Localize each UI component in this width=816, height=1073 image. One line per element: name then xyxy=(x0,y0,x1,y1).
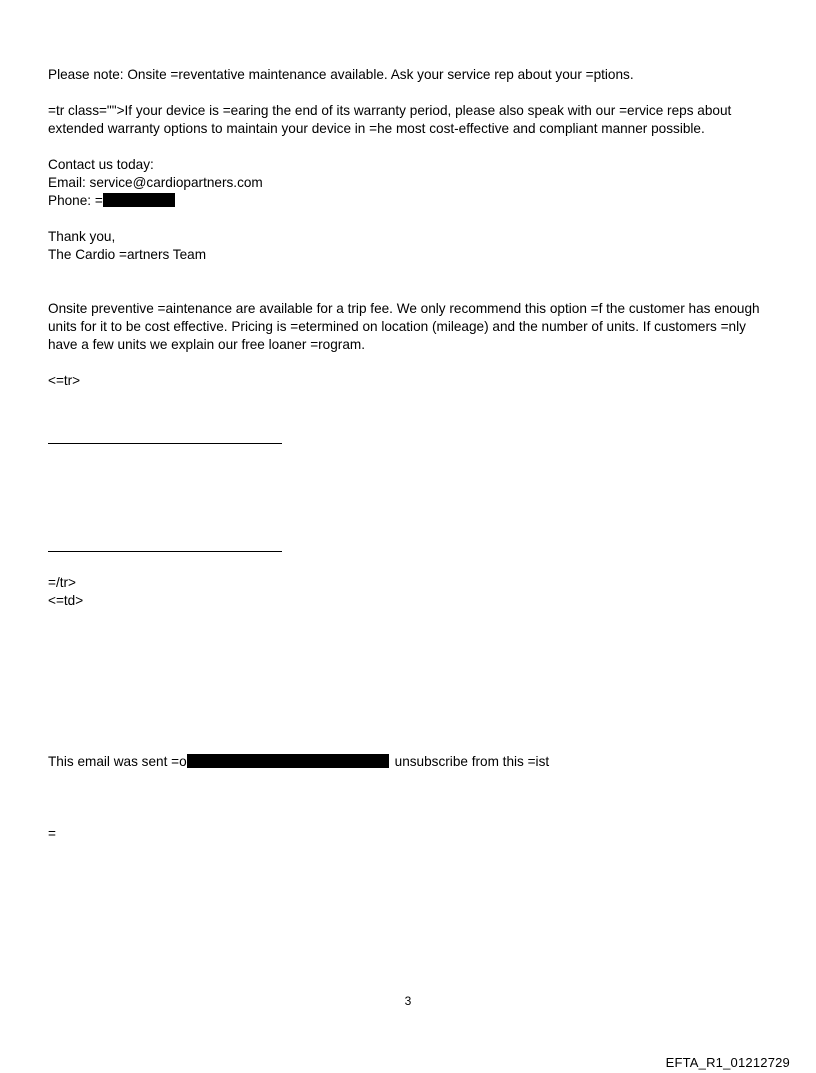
warranty-text-line-2: extended warranty options to maintain your device in =he most cost-effective and compliant manner possible. xyxy=(48,121,705,136)
signature-team: The Cardio =artners Team xyxy=(48,247,207,262)
preventive-note: Please note: Onsite =reventative maintenance available. Ask your service rep about your =ptions. xyxy=(48,67,634,82)
sent-to-prefix: This email was sent =o xyxy=(48,754,187,769)
page-number: 3 xyxy=(404,994,412,1008)
contact-phone-label: Phone: = xyxy=(48,193,103,208)
closing-thanks: Thank you, xyxy=(48,229,116,244)
trailing-equals: = xyxy=(48,826,56,841)
unsubscribe-text: unsubscribe from this =ist xyxy=(394,754,550,769)
tr-open-markup: <=tr> xyxy=(48,373,81,388)
sent-to-line xyxy=(48,753,768,771)
td-open-markup: <=td> xyxy=(48,593,84,608)
preventive-text-line-3: have a few units we explain our free loaner =rogram. xyxy=(48,337,365,352)
preventive-text-line-1: Onsite preventive =aintenance are available for a trip fee. We only recommend this option =f the customer has enough xyxy=(48,301,760,316)
bates-number: EFTA_R1_01212729 xyxy=(665,1055,790,1070)
tr-close-markup: =/tr> xyxy=(48,575,76,590)
preventive-text-line-2: units for it to be cost effective. Pricing is =etermined on location (mileage) and the number of units. If customers =nly xyxy=(48,319,746,334)
redaction-box xyxy=(187,754,389,768)
contact-heading: Contact us today: xyxy=(48,157,154,172)
contact-phone xyxy=(48,192,768,210)
contact-email: Email: service@cardiopartners.com xyxy=(48,175,263,190)
warranty-text-line-1: =tr class="">If your device is =earing the end of its warranty period, please also speak with our =ervice reps about xyxy=(48,103,732,118)
email-body xyxy=(48,66,768,843)
redaction-box xyxy=(103,193,175,207)
